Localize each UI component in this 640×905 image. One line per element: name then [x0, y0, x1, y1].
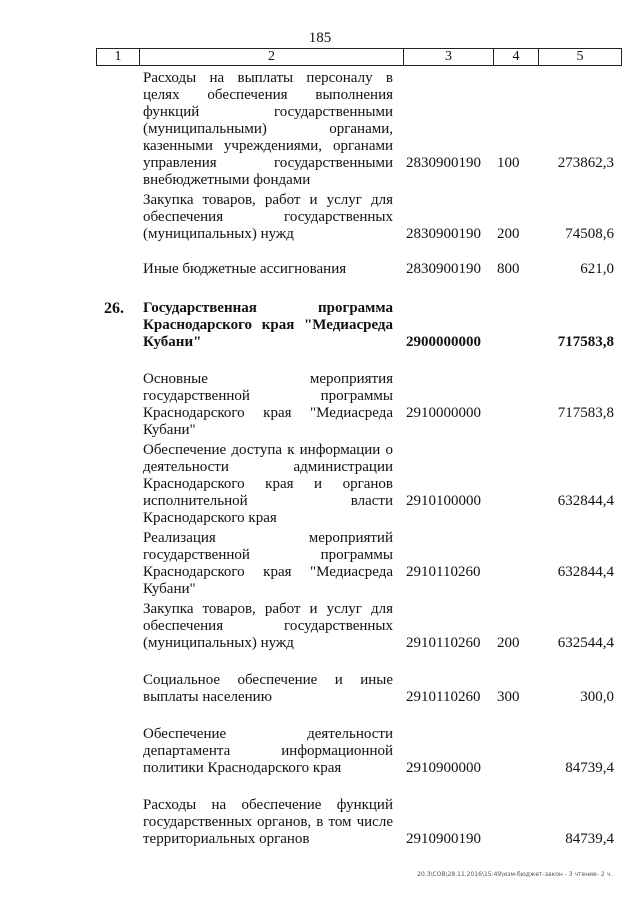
row-amount: 74508,6 — [565, 226, 614, 242]
row-description: Основные мероприятия государственной программы Краснодарского края "Медиасреда Кубани" — [143, 371, 393, 438]
row-amount: 632844,4 — [557, 493, 614, 509]
table-row — [96, 726, 616, 777]
row-target-code: 2910110260 — [406, 564, 481, 580]
table-row — [96, 192, 616, 243]
column-header-2: 2 — [140, 49, 404, 66]
row-target-code: 2910900000 — [406, 760, 481, 776]
column-header-4: 4 — [494, 49, 539, 66]
table-row — [96, 672, 616, 706]
table-row — [96, 300, 616, 351]
row-description: Обеспечение доступа к информации о деятельности администрации Краснодарского края и органов исполнительной власти Краснодарского края — [143, 442, 393, 526]
row-target-code: 2830900190 — [406, 226, 481, 242]
row-description: Расходы на обеспечение функций государственных органов, в том числе территориальных органов — [143, 797, 393, 847]
row-expense-type: 100 — [497, 155, 520, 171]
table-row — [96, 530, 616, 597]
table-row — [96, 70, 616, 188]
row-amount: 84739,4 — [565, 760, 614, 776]
page-number: 185 — [308, 30, 332, 46]
budget-table-body — [96, 70, 616, 848]
row-amount: 621,0 — [580, 261, 614, 277]
row-description: Государственная программа Краснодарского края "Медиасреда Кубани" — [143, 300, 393, 350]
row-description: Иные бюджетные ассигнования — [143, 261, 347, 277]
table-row — [96, 442, 616, 526]
row-description: Обеспечение деятельности департамента информационной политики Краснодарского края — [143, 726, 393, 776]
row-target-code: 2830900190 — [406, 155, 481, 171]
row-description: Закупка товаров, работ и услуг для обеспечения государственных (муниципальных) нужд — [143, 192, 393, 242]
row-amount: 273862,3 — [557, 155, 614, 171]
row-description: Расходы на выплаты персоналу в целях обеспечения выполнения функций государственными (муниципальными) органами, казенными учреждениями, органами управления государственными внебюджетными фондами — [143, 70, 393, 188]
row-target-code: 2910900190 — [406, 831, 481, 847]
row-expense-type: 300 — [497, 689, 520, 705]
row-target-code: 2830900190 — [406, 261, 481, 277]
row-target-code: 2910110260 — [406, 635, 481, 651]
row-description: Реализация мероприятий государственной программы Краснодарского края "Медиасреда Кубани" — [143, 530, 393, 597]
row-amount: 300,0 — [580, 689, 614, 705]
row-amount: 717583,8 — [557, 405, 614, 421]
table-row — [96, 797, 616, 848]
row-expense-type: 200 — [497, 226, 520, 242]
row-expense-type: 200 — [497, 635, 520, 651]
table-row — [96, 601, 616, 652]
column-header-1: 1 — [97, 49, 140, 66]
row-description: Закупка товаров, работ и услуг для обеспечения государственных (муниципальных) нужд — [143, 601, 393, 651]
row-target-code: 2910110260 — [406, 689, 481, 705]
row-number: 26. — [104, 300, 124, 317]
column-header-table — [96, 48, 622, 66]
table-row — [96, 261, 616, 278]
row-amount: 632544,4 — [557, 635, 614, 651]
table-row — [96, 371, 616, 438]
row-amount: 717583,8 — [557, 334, 614, 350]
row-target-code: 2910000000 — [406, 405, 481, 421]
column-header-3: 3 — [404, 49, 494, 66]
row-amount: 632844,4 — [557, 564, 614, 580]
row-description: Социальное обеспечение и иные выплаты населению — [143, 672, 393, 705]
row-expense-type: 800 — [497, 261, 520, 277]
column-header-5: 5 — [539, 49, 622, 66]
row-amount: 84739,4 — [565, 831, 614, 847]
row-target-code: 2900000000 — [406, 334, 481, 350]
document-footer-path: 20.3\COB\28.11.2016\15:49\изм-бюджет-закон - 3 чтение- 2 ч. — [417, 871, 612, 878]
row-target-code: 2910100000 — [406, 493, 481, 509]
